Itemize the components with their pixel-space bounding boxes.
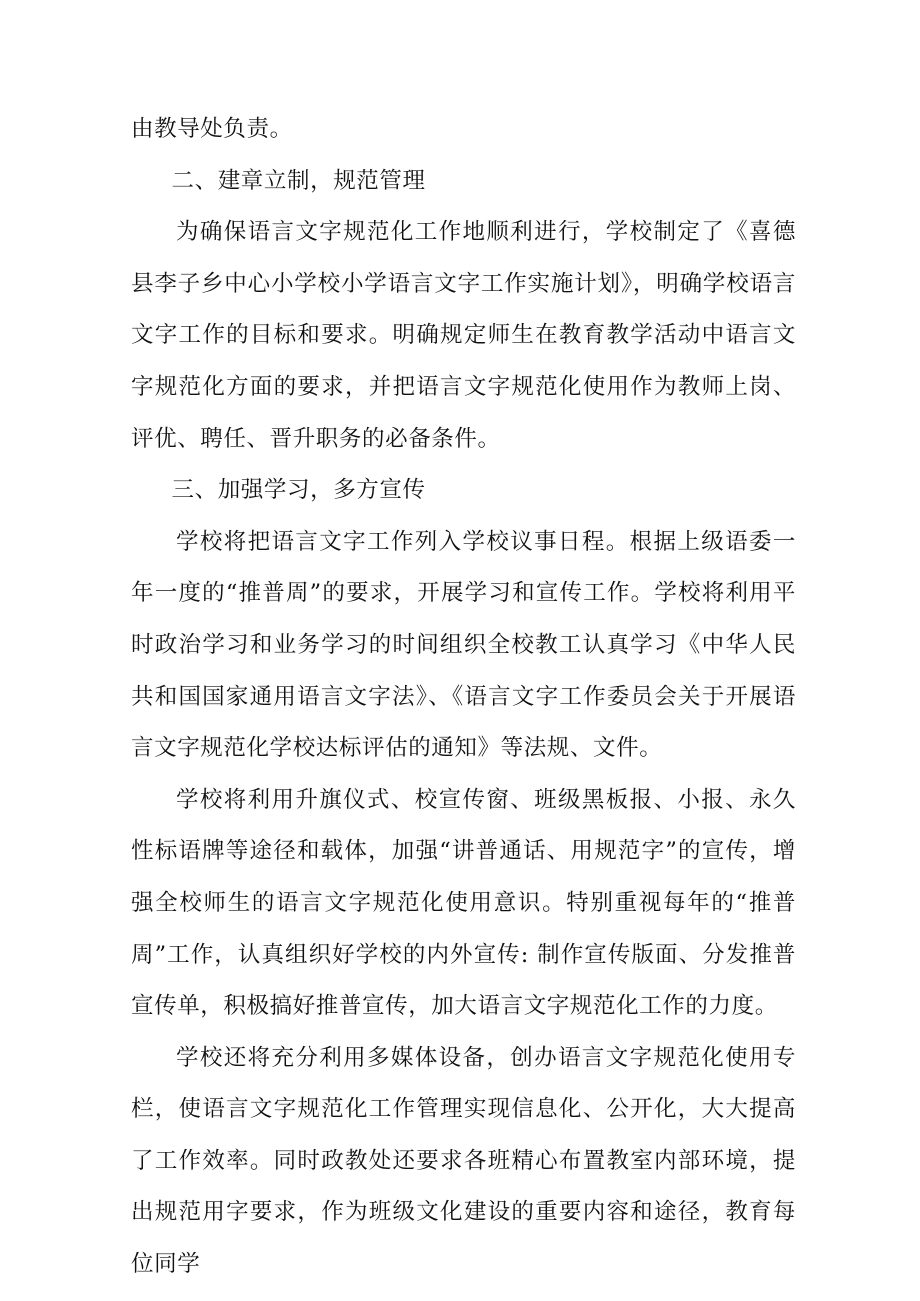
paragraph-multimedia: 学校还将充分利用多媒体设备，创办语言文字规范化使用专栏，使语言文字规范化工作管理实现信息化、公开化，大大提高了工作效率。同时政教处还要求各班精心布置教室内部环境，提出规范用字要求，作为班级文化建设的重要内容和途径，教育每位同学 — [131, 1044, 796, 1278]
section-heading-3: 三、加强学习，多方宣传 — [171, 477, 426, 504]
document-body — [131, 104, 796, 1291]
paragraph-regulations: 为确保语言文字规范化工作地顺利进行，学校制定了《喜德县李子乡中心小学校小学语言文字工作实施计划》，明确学校语言文字工作的目标和要求。明确规定师生在教育教学活动中语言文字规范化方面的要求，并把语言文字规范化使用作为教师上岗、评优、聘任、晋升职务的必备条件。 — [131, 219, 796, 452]
section-heading-2: 二、建章立制，规范管理 — [171, 167, 426, 194]
paragraph-study: 学校将把语言文字工作列入学校议事日程。根据上级语委一年一度的“推普周”的要求，开展学习和宣传工作。学校将利用平时政治学习和业务学习的时间组织全校教工认真学习《中华人民共和国国家通用语言文字法》、《语言文字工作委员会关于开展语言文字规范化学校达标评估的通知》等法规、文件。 — [131, 528, 796, 762]
paragraph-continuation: 由教导处负责。 — [131, 116, 293, 142]
paragraph-promotion: 学校将利用升旗仪式、校宣传窗、班级黑板报、小报、永久性标语牌等途径和载体，加强“讲普通话、用规范字”的宣传，增强全校师生的语言文字规范化使用意识。特别重视每年的“推普周”工作，认真组织好学校的内外宣传: 制作宣传版面、分发推普宣传单，积极搞好推普宣传，加大语言文字规范化工作的力度。 — [131, 786, 796, 1020]
